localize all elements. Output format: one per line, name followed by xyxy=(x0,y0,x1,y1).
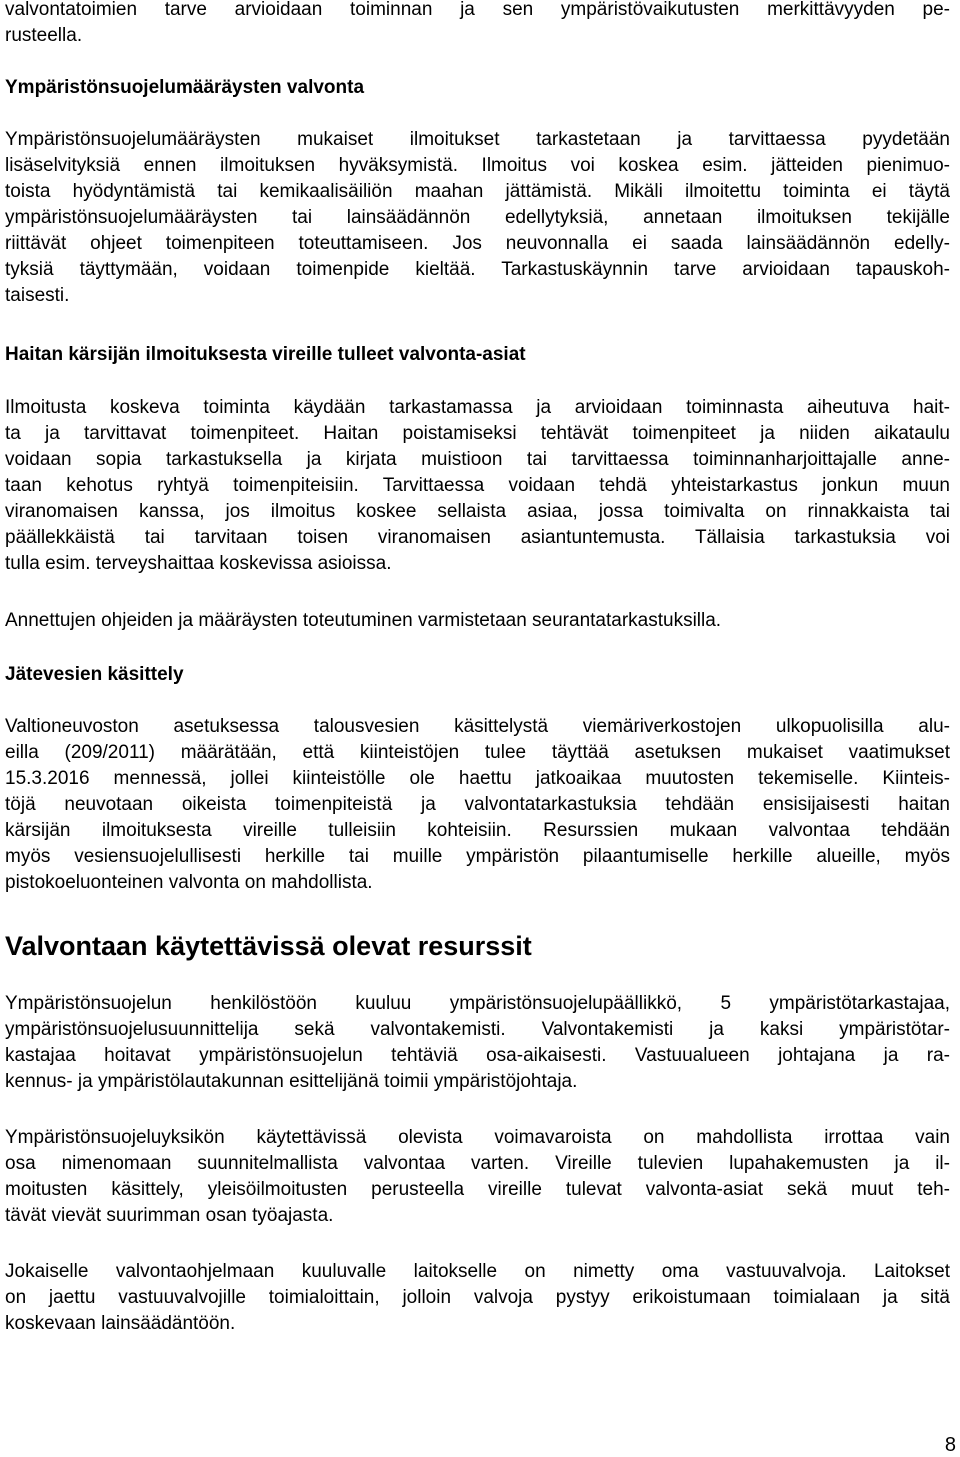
paragraph-line: Ympäristönsuojeluyksikön käytettävissä olevista voimavaroista on mahdollista irrottaa vain xyxy=(5,1127,950,1148)
section-heading-valvontaan-kaytettavissa-olevat-resurssit: Valvontaan käytettävissä olevat resurssit xyxy=(5,931,532,961)
paragraph-line: eilla (209/2011) määrätään, että kiinteistöjen tulee täyttää asetuksen mukaiset vaatimukset xyxy=(5,742,950,763)
paragraph-line: töjä neuvotaan oikeista toimenpiteistä ja valvontatarkastuksia tehdään ensisijaisesti haitan xyxy=(5,794,950,815)
paragraph-line: Jokaiselle valvontaohjelmaan kuuluvalle laitokselle on nimetty oma vastuuvalvoja. Laitokset xyxy=(5,1261,950,1282)
paragraph-line: ympäristönsuojelusuunnittelija sekä valvontakemisti. Valvontakemisti ja kaksi ympäristötar- xyxy=(5,1019,950,1040)
paragraph-line: myös vesiensuojelullisesti herkille tai muille ympäristön pilaantumiselle herkille alueille, myös xyxy=(5,846,950,867)
section-heading-jatevesien-kasittely: Jätevesien käsittely xyxy=(5,664,184,685)
section-heading-ymparistonsuojelumaaraysten-valvonta: Ympäristönsuojelumääräysten valvonta xyxy=(5,77,365,98)
paragraph-line: taisesti. xyxy=(5,285,70,306)
page-number: 8 xyxy=(944,1434,956,1456)
paragraph-line: tulla esim. terveyshaittaa koskevissa asioissa. xyxy=(5,553,392,574)
paragraph-line: voidaan sopia tarkastuksella ja kirjata muistioon tai tarvittaessa toiminnanharjoittajalle anne- xyxy=(5,449,950,470)
paragraph-line: Valtioneuvoston asetuksessa talousvesien käsittelystä viemäriverkostojen ulkopuolisilla alu- xyxy=(5,716,950,737)
paragraph-line: Ympäristönsuojelun henkilöstöön kuuluu ympäristönsuojelupäällikkö, 5 ympäristötarkastajaa, xyxy=(5,993,950,1014)
paragraph-line: Annettujen ohjeiden ja määräysten toteutuminen varmistetaan seurantatarkastuksilla. xyxy=(5,610,722,631)
paragraph-line: lisäselvityksiä ennen ilmoituksen hyväksymistä. Ilmoitus voi koskea esim. jätteiden pienimuo- xyxy=(5,155,950,176)
paragraph-line: toista hyödyntämistä tai kemikaalisäiliön maahan jättämistä. Mikäli ilmoitettu toiminta ei täytä xyxy=(5,181,950,202)
paragraph-line: kennus- ja ympäristölautakunnan esittelijänä toimii ympäristöjohtaja. xyxy=(5,1071,578,1092)
paragraph-line: päällekkäistä tai tarvitaan toisen viranomaisen asiantuntemusta. Tällaisia tarkastuksia voi xyxy=(5,527,950,548)
section-heading-haitan-karsijan-ilmoituksesta: Haitan kärsijän ilmoituksesta vireille tulleet valvonta-asiat xyxy=(5,344,526,365)
paragraph-line: tyksiä täyttymään, voidaan toimenpide kieltää. Tarkastuskäynnin tarve arvioidaan tapauskoh- xyxy=(5,259,950,280)
paragraph-line: viranomaisen kanssa, jos ilmoitus koskee sellaista asiaa, jossa toimivalta on rinnakkaista tai xyxy=(5,501,950,522)
intro-line: rusteella. xyxy=(5,25,83,46)
paragraph-line: taan kehotus ryhtyä toimenpiteisiin. Tarvittaessa voidaan tehdä yhteistarkastus jonkun muun xyxy=(5,475,950,496)
paragraph-line: moitusten käsittely, yleisöilmoitusten perusteella vireille tulevat valvonta-asiat sekä muut teh- xyxy=(5,1179,950,1200)
paragraph-line: ympäristönsuojelumääräysten tai lainsäädännön edellytyksiä, annetaan ilmoituksen tekijälle xyxy=(5,207,950,228)
paragraph-line: 15.3.2016 mennessä, jollei kiinteistölle ole haettu jatkoaikaa muutosten tekemiselle. Kiinteis- xyxy=(5,768,950,789)
paragraph-line: kastajaa hoitavat ympäristönsuojelun tehtäviä osa-aikaisesti. Vastuualueen johtajana ja ra- xyxy=(5,1045,950,1066)
paragraph-line: kärsijän ilmoituksesta vireille tulleisiin kohteisiin. Resurssien mukaan valvontaa tehdään xyxy=(5,820,950,841)
paragraph-line: pistokoeluonteinen valvonta on mahdollista. xyxy=(5,872,373,893)
paragraph-line: on jaettu vastuuvalvojille toimialoittain, jolloin valvoja pystyy erikoistumaan toimialaan ja sitä xyxy=(5,1287,950,1308)
paragraph-line: osa nimenomaan suunnitelmallista valvontaa varten. Vireille tulevien lupahakemusten ja il- xyxy=(5,1153,950,1174)
paragraph-line: Ympäristönsuojelumääräysten mukaiset ilmoitukset tarkastetaan ja tarvittaessa pyydetään xyxy=(5,129,950,150)
paragraph-line: tävät vievät suurimman osan työajasta. xyxy=(5,1205,334,1226)
paragraph-line: riittävät ohjeet toimenpiteen toteuttamiseen. Jos neuvonnalla ei saada lainsäädännön edelly- xyxy=(5,233,950,254)
intro-line: valvontatoimien tarve arvioidaan toiminnan ja sen ympäristövaikutusten merkittävyyden pe- xyxy=(5,0,950,20)
paragraph-line: Ilmoitusta koskeva toiminta käydään tarkastamassa ja arvioidaan toiminnasta aiheutuva hait- xyxy=(5,397,950,418)
paragraph-line: ta ja tarvittavat toimenpiteet. Haitan poistamiseksi tehtävät toimenpiteet ja niiden aikataulu xyxy=(5,423,950,444)
paragraph-line: koskevaan lainsäädäntöön. xyxy=(5,1313,236,1334)
